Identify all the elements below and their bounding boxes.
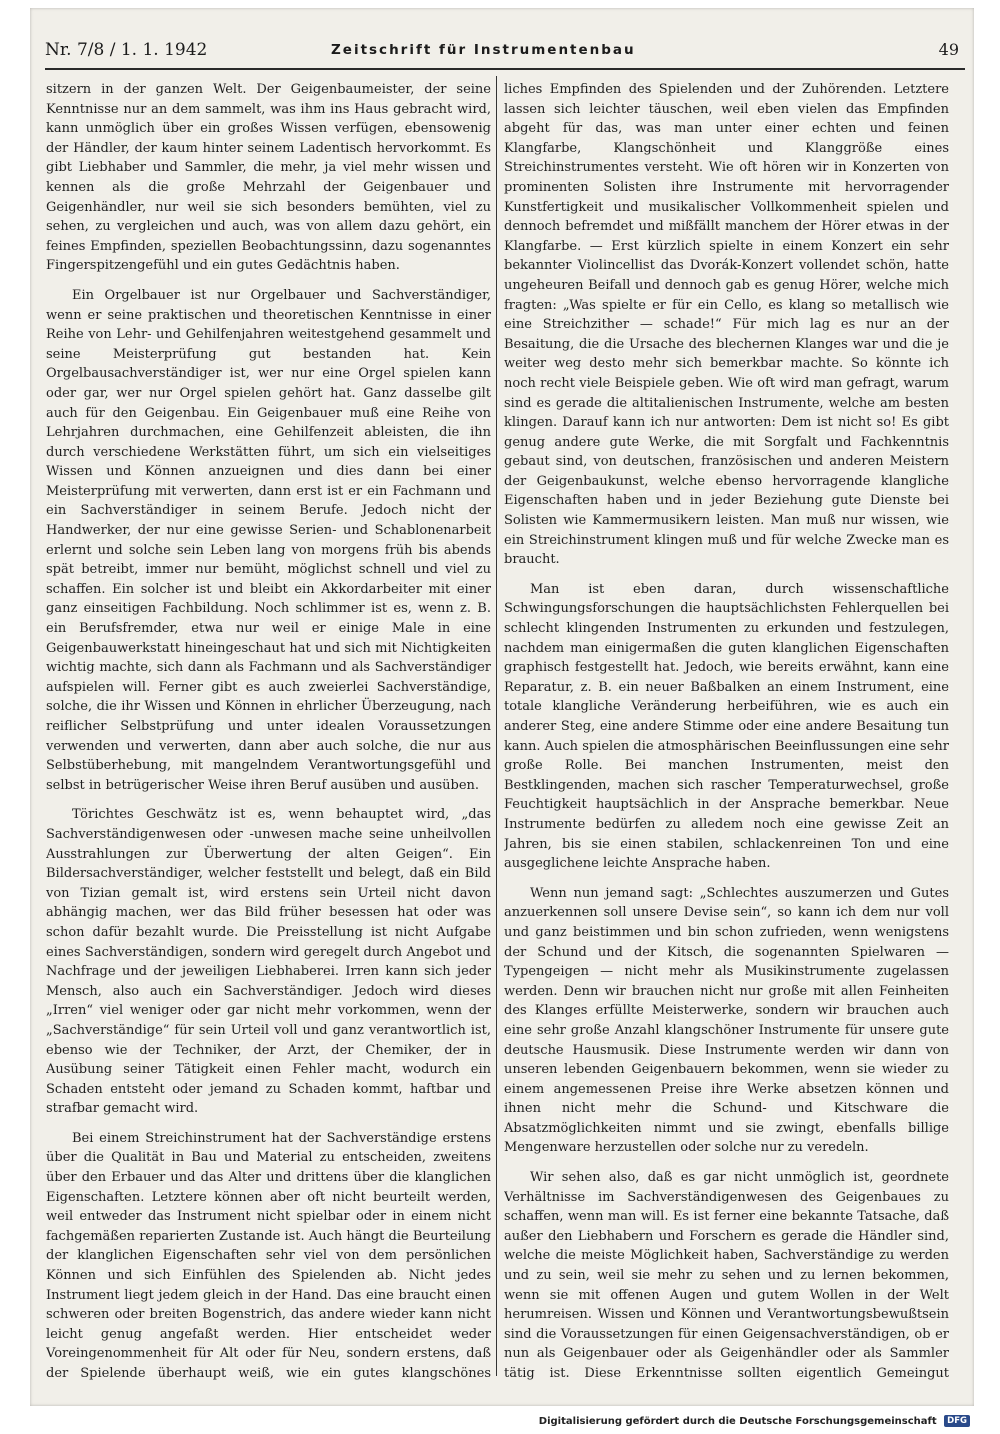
- footer-text: Digitalisierung gefördert durch die Deutsche Forschungsgemeinschaft: [538, 1416, 937, 1427]
- page-header: [45, 40, 963, 66]
- paragraph: Törichtes Geschwätz ist es, wenn behauptet wird, „das Sachverständigenwesen oder -unwesen mache seine unheilvollen Ausstrahlungen zur Überwertung der alten Geigen“. Ein Bildersachverständiger, welcher feststellt und belegt, daß ein Bild von Tizian gemalt ist, wird erstens sein Urteil nicht davon abhängig machen, wer das Bild früher besessen hat oder was schon dafür bezahlt wurde. Die Preisstellung ist nicht Aufgabe eines Sachverständigen, sondern wird geregelt durch Angebot und Nachfrage und der jeweiligen Liebhaberei. Irren kann sich jeder Mensch, also auch ein Sachverständiger. Jedoch wird dieses „Irren“ viel weniger oder gar nicht mehr vorkommen, wenn der „Sachverständige“ für sein Urteil voll und ganz verantwortlich ist, ebenso wie der Techniker, der Arzt, der Chemiker, der in Ausübung seiner Tätigkeit einen Fehler macht, wodurch ein Schaden entsteht oder jemand zu Schaden kommt, haftbar und strafbar gemacht wird.: [46, 807, 491, 1117]
- paragraph: Man ist eben daran, durch wissenschaftliche Schwingungsforschungen die hauptsächlichsten Fehlerquellen bei schlecht klingenden Instrumenten zu erkunden und festzulegen, nachdem man einigermaßen die guten klanglichen Eigenschaften graphisch festgestellt hat. Jedoch, wie bereits erwähnt, kann eine Reparatur, z. B. ein neuer Baßbalken an einem Instrument, eine totale klangliche Veränderung herbeiführen, wie es auch ein anderer Steg, eine andere Stimme oder eine andere Besaitung tun kann. Auch spielen die atmosphärischen Beeinflussungen eine sehr große Rolle. Bei manchen Instrumenten, meist den Bestklingenden, machen sich rascher Temperaturwechsel, große Feuchtigkeit hauptsächlich in der Ansprache bemerkbar. Neue Instrumente bedürfen zu alledem noch eine gewisse Zeit an Jahren, bis sie einen stabilen, schlackenreinen Ton und eine ausgeglichene leichte Ansprache haben.: [504, 581, 949, 872]
- left-column: [46, 80, 491, 1380]
- page-number: 49: [938, 40, 959, 59]
- right-column: [504, 80, 949, 1380]
- column-divider: [496, 76, 497, 1376]
- paragraph: Wenn nun jemand sagt: „Schlechtes auszumerzen und Gutes anzuerkennen soll unsere Devise sein“, so kann ich dem nur voll und ganz beistimmen und bin schon zufrieden, wenn wenigstens der Schund und der Kitsch, die sogenannten Spielwaren — Typengeigen — nicht mehr als Musikinstrumente zugelassen werden. Denn wir brauchen nicht nur große mit allen Feinheiten des Klanges erfüllte Meisterwerke, sondern wir brauchen auch eine sehr große Anzahl klangschöner Instrumente für unsere gute deutsche Hausmusik. Diese Instrumente werden wir dann von unseren lebenden Geigenbauern bekommen, wenn sie wieder zu einem angemessenen Preise ihre Werke absetzen können und ihnen nicht mehr die Schund- und Kitschware die Absatzmöglichkeiten nimmt und sie zwingt, ebenfalls billige Mengenware herzustellen oder solche nur zu veredeln.: [504, 885, 949, 1156]
- paragraph: Bei einem Streichinstrument hat der Sachverständige erstens über die Qualität in Bau und Material zu entscheiden, zweitens über den Erbauer und das Alter und drittens über die klanglichen Eigenschaften. Letztere können aber oft nicht beurteilt werden, weil entweder das Instrument nicht spielbar oder in einem nicht fachgemäßen reparierten Zustande ist. Auch hängt die Beurteilung der klanglichen Eigenschaften sehr viel von dem persönlichen Können und sich Einfühlen des Spielenden ab. Nicht jedes Instrument liegt jedem gleich in der Hand. Das eine braucht einen schweren oder breiten Bogenstrich, das andere wieder kann nicht leicht genug angefaßt werden. Hier entscheidet weder Voreingenommenheit für Alt oder für Neu, sondern erstens, daß der Spielende überhaupt weiß, wie ein gutes klangschönes: [46, 1130, 491, 1380]
- digitization-footer: [539, 1415, 970, 1427]
- header-rule: [45, 68, 965, 70]
- issue-number: Nr. 7/8 / 1. 1. 1942: [45, 40, 208, 60]
- paragraph: liches Empfinden des Spielenden und der Zuhörenden. Letztere lassen sich leichter täuschen, weil eben vielen das Empfinden abgeht für das, was man unter einer echten und feinen Klangfarbe, Klangschönheit und Klanggröße eines Streichinstrumentes versteht. Wie oft hören wir in Konzerten von prominenten Solisten ihre Instrumente mit hervorragender Kunstfertigkeit und musikalischer Vollkommenheit spielen und dennoch befremdet und mißfällt manchem der Hörer etwas in der Klangfarbe. — Erst kürzlich spielte in einem Konzert ein sehr bekannter Violincellist das Dvorák-Konzert vollendet schön, hatte ungeheuren Beifall und dennoch gab es genug Hörer, welche mich fragten: „Was spielte er für ein Cello, es klang so metallisch wie eine Streichzither — schade!“ Für mich lag es nur an der Besaitung, die die Ursache des blechernen Klanges war und die je weiter weg desto mehr sich bemerkbar machte. So könnte ich noch recht viele Beispiele geben. Wie oft wird man gefragt, warum sind es gerade die altitalienischen Instrumente, welche am besten klingen. Darauf kann ich nur antworten: Dem ist nicht so! Es gibt genug andere gute Werke, die mit Sorgfalt und Fachkenntnis gebaut sind, von deutschen, französischen und anderen Meistern der Geigenbaukunst, welche ebenso hervorragende klangliche Eigenschaften haben und in jeder Beziehung gute Dienste bei Solisten wie Kammermusikern leisten. Man muß nur wissen, wie ein Streichinstrument klingen muß und für welche Zwecke man es braucht.: [504, 82, 949, 568]
- paragraph: sitzern in der ganzen Welt. Der Geigenbaumeister, der seine Kenntnisse nur an dem sammelt, was ihm ins Haus gebracht wird, kann unmöglich über ein großes Wissen verfügen, ebensowenig der Händler, der kaum hinter seinem Ladentisch hervorkommt. Es gibt Liebhaber und Sammler, die mehr, ja viel mehr wissen und kennen als die große Mehrzahl der Geigenbauer und Geigenhändler, nur weil sie sich besonders bemühten, viel zu sehen, zu vergleichen und auch, was von allem dazu gehört, ein feines Empfinden, speziellen Beobachtungssinn, dazu sogenanntes Fingerspitzengefühl und ein gutes Gedächtnis haben.: [46, 82, 491, 274]
- paragraph: Wir sehen also, daß es gar nicht unmöglich ist, geordnete Verhältnisse im Sachverständigenwesen des Geigenbaues zu schaffen, wenn man will. Es ist ferner eine bekannte Tatsache, daß außer den Liebhabern und Forschern es gerade die Händler sind, welche die meiste Möglichkeit haben, Sachverständige zu werden und zu sein, weil sie mehr zu sehen und zu lernen bekommen, wenn sie mit offenen Augen und gutem Wollen in der Welt herumreisen. Wissen und Können und Verantwortungsbewußtsein sind die Voraussetzungen für einen Geigensachverständigen, ob er nun als Geigenbauer oder als Geigenhändler oder als Sammler tätig ist. Diese Erkenntnisse sollten eigentlich Gemeingut: [504, 1170, 949, 1380]
- dfg-logo-icon: DFG: [944, 1415, 970, 1427]
- journal-title: Zeitschrift für Instrumentenbau: [331, 42, 636, 58]
- paragraph: Ein Orgelbauer ist nur Orgelbauer und Sachverständiger, wenn er seine praktischen und theoretischen Kenntnisse in einer Reihe von Lehr- und Gehilfenjahren weitestgehend gesammelt und seine Meisterprüfung gut bestanden hat. Kein Orgelbausachverständiger ist, wer nur eine Orgel spielen kann oder gar, wer nur Orgel spielen gehört hat. Ganz dasselbe gilt auch für den Geigenbau. Ein Geigenbauer muß eine Reihe von Lehrjahren durchmachen, eine Gehilfenzeit ableisten, die ihn durch verschiedene Werkstätten führt, um sich ein vielseitiges Wissen und Können anzueignen und dies dann bei einer Meisterprüfung mit verwerten, dann erst ist er ein Fachmann und ein Sachverständiger in seinem Berufe. Jedoch nicht der Handwerker, der nur eine gewisse Serien- und Schablonenarbeit erlernt und solche sein Leben lang von morgens früh bis abends spät betreibt, immer nur bemüht, möglichst schnell und viel zu schaffen. Ein solcher ist und bleibt ein Akkordarbeiter mit einer ganz einseitigen Fachbildung. Noch schlimmer ist es, wenn z. B. ein Berufsfremder, etwa nur weil er einige Male in eine Geigenbauwerkstatt hineingeschaut hat und sich mit Nichtigkeiten wichtig machte, sich dann als Fachmann und als Sachverständiger aufspielen will. Ferner gibt es auch zweierlei Sachverständige, solche, die ihr Wissen und Können in ehrlicher Überzeugung, nach reiflicher Selbstprüfung und unter idealen Voraussetzungen verwenden und verwerten, dann aber auch solche, die nur aus Selbstüberhebung, mit mangelndem Verantwortungsgefühl und selbst in betrügerischer Weise ihren Beruf ausüben und ausüben.: [46, 287, 491, 793]
